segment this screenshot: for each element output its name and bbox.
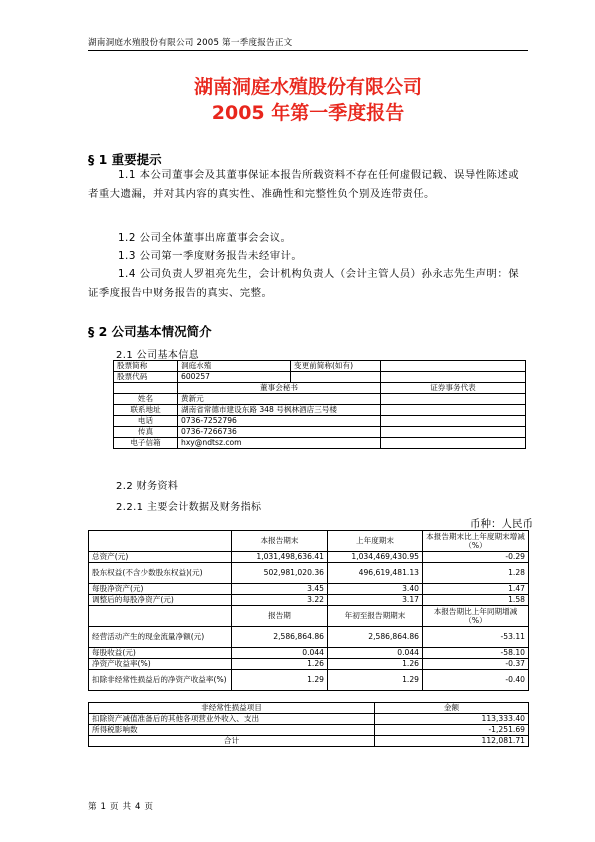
notice-1-1: 1.1 本公司董事会及其董事保证本报告所载资料不存在任何虚假记载、误导性陈述或者重大遗漏，并对其内容的真实性、准确性和完整性负个别及连带责任。 (88, 169, 520, 200)
cell-value: -0.37 (423, 659, 529, 670)
subsection-2-2: 2.2 财务资料 (116, 481, 179, 492)
row-label: 调整后的每股净资产(元) (89, 595, 232, 606)
cell-value: 502,981,020.36 (232, 563, 328, 584)
cell-value: 1.58 (423, 595, 529, 606)
header-prev-year-end: 上年度期末 (328, 531, 423, 552)
cell-value: 3.22 (232, 595, 328, 606)
address: 湖南省常德市建设东路 348 号枫林酒店三号楼 (178, 405, 381, 416)
cell-value: 1.29 (232, 670, 328, 691)
cell-value: 0.044 (232, 648, 328, 659)
header-change-vs-prev-end: 本报告期末比上年度期末增减（%） (423, 531, 529, 552)
fax-label: 传真 (114, 427, 178, 438)
cell-value: 3.40 (328, 584, 423, 595)
header-rule (88, 50, 528, 51)
row-label: 股东权益(不含少数股东权益)(元) (89, 563, 232, 584)
stock-abbr: 洞庭水殖 (178, 361, 291, 372)
cell-value: 3.17 (328, 595, 423, 606)
currency-unit: 币种：人民币 (470, 518, 533, 530)
cell-value: -0.29 (423, 552, 529, 563)
email-label: 电子信箱 (114, 438, 178, 449)
running-header: 湖南洞庭水殖股份有限公司 2005 第一季度报告正文 (88, 38, 293, 48)
prev-abbr (381, 361, 526, 372)
row-label: 扣除非经常性损益后的净资产收益率(%) (89, 670, 232, 691)
cell-value: -0.40 (423, 670, 529, 691)
cell-value: 1.28 (423, 563, 529, 584)
report-title-line1: 湖南洞庭水殖股份有限公司 (193, 76, 422, 98)
cell-value: -58.10 (423, 648, 529, 659)
header-ytd: 年初至报告期期末 (328, 606, 423, 627)
name-label: 姓名 (114, 394, 178, 405)
cell-value: 2,586,864.86 (232, 627, 328, 648)
cell-value: -53.11 (423, 627, 529, 648)
header-nonrec-item: 非经常性损益项目 (89, 703, 375, 714)
non-recurring-items-table (88, 702, 529, 747)
total-value: 112,081.71 (375, 736, 529, 747)
row-label: 总资产(元) (89, 552, 232, 563)
stock-abbr-label: 股票简称 (114, 361, 178, 372)
cell-value: 113,333.40 (375, 714, 529, 725)
header-amount: 金额 (375, 703, 529, 714)
cell-value: 0.044 (328, 648, 423, 659)
cell-value: 3.45 (232, 584, 328, 595)
notice-1-3: 1.3 公司第一季度财务报告未经审计。 (118, 250, 303, 262)
stock-code-label: 股票代码 (114, 372, 178, 383)
header-report-period: 报告期 (232, 606, 328, 627)
secretary-name: 黄新元 (178, 394, 381, 405)
cell-value: 1.26 (232, 659, 328, 670)
section-2-title: § 2 公司基本情况简介 (88, 324, 212, 339)
page-footer: 第 1 页 共 4 页 (88, 802, 154, 812)
financial-indicators-table (88, 530, 529, 691)
row-label: 扣除资产减值准备后的其他各项营业外收入、支出 (89, 714, 375, 725)
header-period-end: 本报告期末 (232, 531, 328, 552)
cell-value: 2,586,864.86 (328, 627, 423, 648)
row-label: 每股收益(元) (89, 648, 232, 659)
fax: 0736-7266736 (178, 427, 381, 438)
company-info-table (113, 360, 526, 449)
address-label: 联系地址 (114, 405, 178, 416)
cell-value: 1,031,498,636.41 (232, 552, 328, 563)
phone-label: 电话 (114, 416, 178, 427)
report-title-line2: 2005 年第一季度报告 (211, 102, 405, 124)
cell-value: 496,619,481.13 (328, 563, 423, 584)
phone: 0736-7252796 (178, 416, 381, 427)
email: hxy@ndtsz.com (178, 438, 381, 449)
secretary-header: 董事会秘书 (178, 383, 381, 394)
total-label: 合计 (89, 736, 375, 747)
header-yoy-change: 本报告期比上年同期增减（%） (423, 606, 529, 627)
row-label: 所得税影响数 (89, 725, 375, 736)
row-label: 经营活动产生的现金流量净额(元) (89, 627, 232, 648)
cell-value: 1.29 (328, 670, 423, 691)
subsection-2-2-1: 2.2.1 主要会计数据及财务指标 (116, 502, 262, 513)
rep-header: 证券事务代表 (381, 383, 526, 394)
cell-value: -1,251.69 (375, 725, 529, 736)
cell-value: 1.47 (423, 584, 529, 595)
row-label: 每股净资产(元) (89, 584, 232, 595)
subsection-2-1: 2.1 公司基本信息 (116, 350, 200, 361)
prev-abbr-label: 变更前简称(如有) (291, 361, 381, 372)
section-1-title: § 1 重要提示 (88, 152, 162, 167)
notice-1-2: 1.2 公司全体董事出席董事会会议。 (118, 232, 292, 244)
notice-1-4: 1.4 公司负责人罗祖亮先生，会计机构负责人（会计主管人员）孙永志先生声明：保证季度报告中财务报告的真实、完整。 (88, 268, 520, 299)
cell-value: 1,034,469,430.95 (328, 552, 423, 563)
row-label: 净资产收益率(%) (89, 659, 232, 670)
stock-code: 600257 (178, 372, 291, 383)
cell-value: 1.26 (328, 659, 423, 670)
